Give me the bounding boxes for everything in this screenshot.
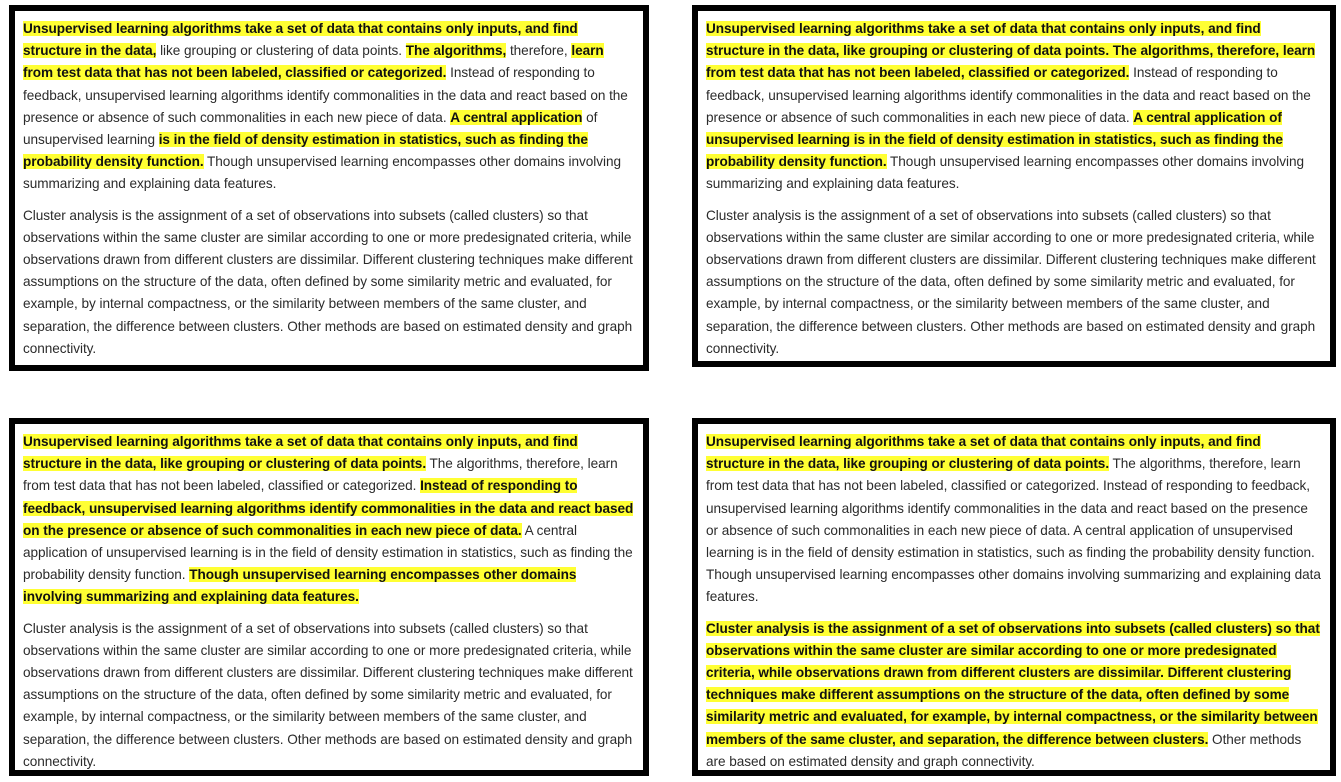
paragraph — [706, 618, 1322, 773]
plain-text: Instead of responding to feedback, unsupervised learning algorithms identify commonalities in the data and react based on the presence or absence of such commonalities in each new piece of data. — [23, 65, 628, 125]
highlighted-text: Cluster analysis is the assignment of a set of observations into subsets (called clusters) so that observations within the same cluster are similar according to one or more predesignated criteria, while observations drawn from different clusters are dissimilar. Different clustering techniques make different assumptions on the structure of the data, often defined by some similarity metric and evaluated, for example, by internal compactness, or the similarity between members of the same cluster, and separation, the difference between clusters. — [706, 620, 1320, 747]
plain-text: Cluster analysis is the assignment of a set of observations into subsets (called clusters) so that observations within the same cluster are similar according to one or more predesignated criteria, while observations drawn from different clusters are dissimilar. Different clustering techniques make different assumptions on the structure of the data, often defined by some similarity metric and evaluated, for example, by internal compactness, or the similarity between members of the same cluster, and separation, the difference between clusters. Other methods are based on estimated density and graph connectivity. — [706, 207, 1316, 356]
highlighted-text: Unsupervised learning algorithms take a set of data that contains only inputs, and find structure in the data, like grouping or clustering of data points. — [23, 434, 578, 472]
paragraph — [23, 205, 635, 360]
paragraph — [23, 431, 635, 609]
highlighted-text: A central application — [450, 109, 583, 125]
plain-text: Though unsupervised learning encompasses other domains involving summarizing and explaining data features. — [706, 154, 1304, 192]
plain-text: of unsupervised learning — [23, 109, 598, 148]
text-panel-bottom-right — [692, 418, 1336, 776]
plain-text: Cluster analysis is the assignment of a set of observations into subsets (called clusters) so that observations within the same cluster are similar according to one or more predesignated criteria, while observations drawn from different clusters are dissimilar. Different clustering techniques make different assumptions on the structure of the data, often defined by some similarity metric and evaluated, for example, by internal compactness, or the similarity between members of the same cluster, and separation, the difference between clusters. Other methods are based on estimated density and graph connectivity. — [23, 207, 633, 356]
text-panel-top-right — [692, 5, 1336, 367]
highlighted-text: Though unsupervised learning encompasses other domains involving summarizing and explaining data features. — [23, 567, 577, 605]
plain-text: like grouping or clustering of data points. — [156, 43, 406, 59]
paragraph — [706, 18, 1322, 196]
plain-text: Other methods are based on estimated density and graph connectivity. — [706, 731, 1302, 769]
highlighted-text: learn from test data that has not been labeled, classified or categorized. — [23, 43, 604, 81]
highlighted-text: Unsupervised learning algorithms take a set of data that contains only inputs, and find structure in the data, like grouping or clustering of data points. The algorithms, therefore, learn from test data that has not been labeled, classified or categorized. — [706, 21, 1316, 81]
plain-text: A central application of unsupervised learning is in the field of density estimation in statistics, such as finding the probability density function. — [23, 522, 633, 583]
paragraph — [23, 618, 635, 773]
highlighted-text: A central application of unsupervised learning is in the field of density estimation in statistics, such as finding the probability density function. — [706, 109, 1283, 170]
plain-text: Cluster analysis is the assignment of a set of observations into subsets (called clusters) so that observations within the same cluster are similar according to one or more predesignated criteria, while observations drawn from different clusters are dissimilar. Different clustering techniques make different assumptions on the structure of the data, often defined by some similarity metric and evaluated, for example, by internal compactness, or the similarity between members of the same cluster, and separation, the difference between clusters. Other methods are based on estimated density and graph connectivity. — [23, 620, 633, 769]
highlighted-text: Instead of responding to feedback, unsupervised learning algorithms identify commonalities in the data and react based on the presence or absence of such commonalities in each new piece of data. — [23, 478, 634, 538]
plain-text: therefore, — [506, 43, 572, 59]
paragraph — [706, 431, 1322, 609]
text-panel-bottom-left — [9, 418, 649, 776]
plain-text: Though unsupervised learning encompasses other domains involving summarizing and explaining data features. — [23, 154, 621, 192]
plain-text: The algorithms, therefore, learn from test data that has not been labeled, classified or categorized. — [23, 456, 618, 494]
text-panel-top-left — [9, 5, 649, 371]
highlighted-text: is in the field of density estimation in statistics, such as finding the probability density function. — [23, 132, 588, 170]
highlighted-text: Unsupervised learning algorithms take a set of data that contains only inputs, and find structure in the data, — [23, 21, 578, 59]
highlighted-text: The algorithms, — [405, 43, 507, 59]
paragraph — [706, 205, 1322, 360]
plain-text: Instead of responding to feedback, unsupervised learning algorithms identify commonalities in the data and react based on the presence or absence of such commonalities in each new piece of data. — [706, 65, 1311, 125]
paragraph — [23, 18, 635, 196]
highlighted-text: Unsupervised learning algorithms take a set of data that contains only inputs, and find structure in the data, like grouping or clustering of data points. — [706, 434, 1261, 472]
plain-text: The algorithms, therefore, learn from test data that has not been labeled, classified or categorized. Instead of responding to feedback, unsupervised learning algorithms identify commonalities in the data and react based on the presence or absence of such commonalities in each new piece of data. A central application of unsupervised learning is in the field of density estimation in statistics, such as finding the probability density function. Though unsupervised learning encompasses other domains involving summarizing and explaining data features. — [706, 456, 1321, 605]
